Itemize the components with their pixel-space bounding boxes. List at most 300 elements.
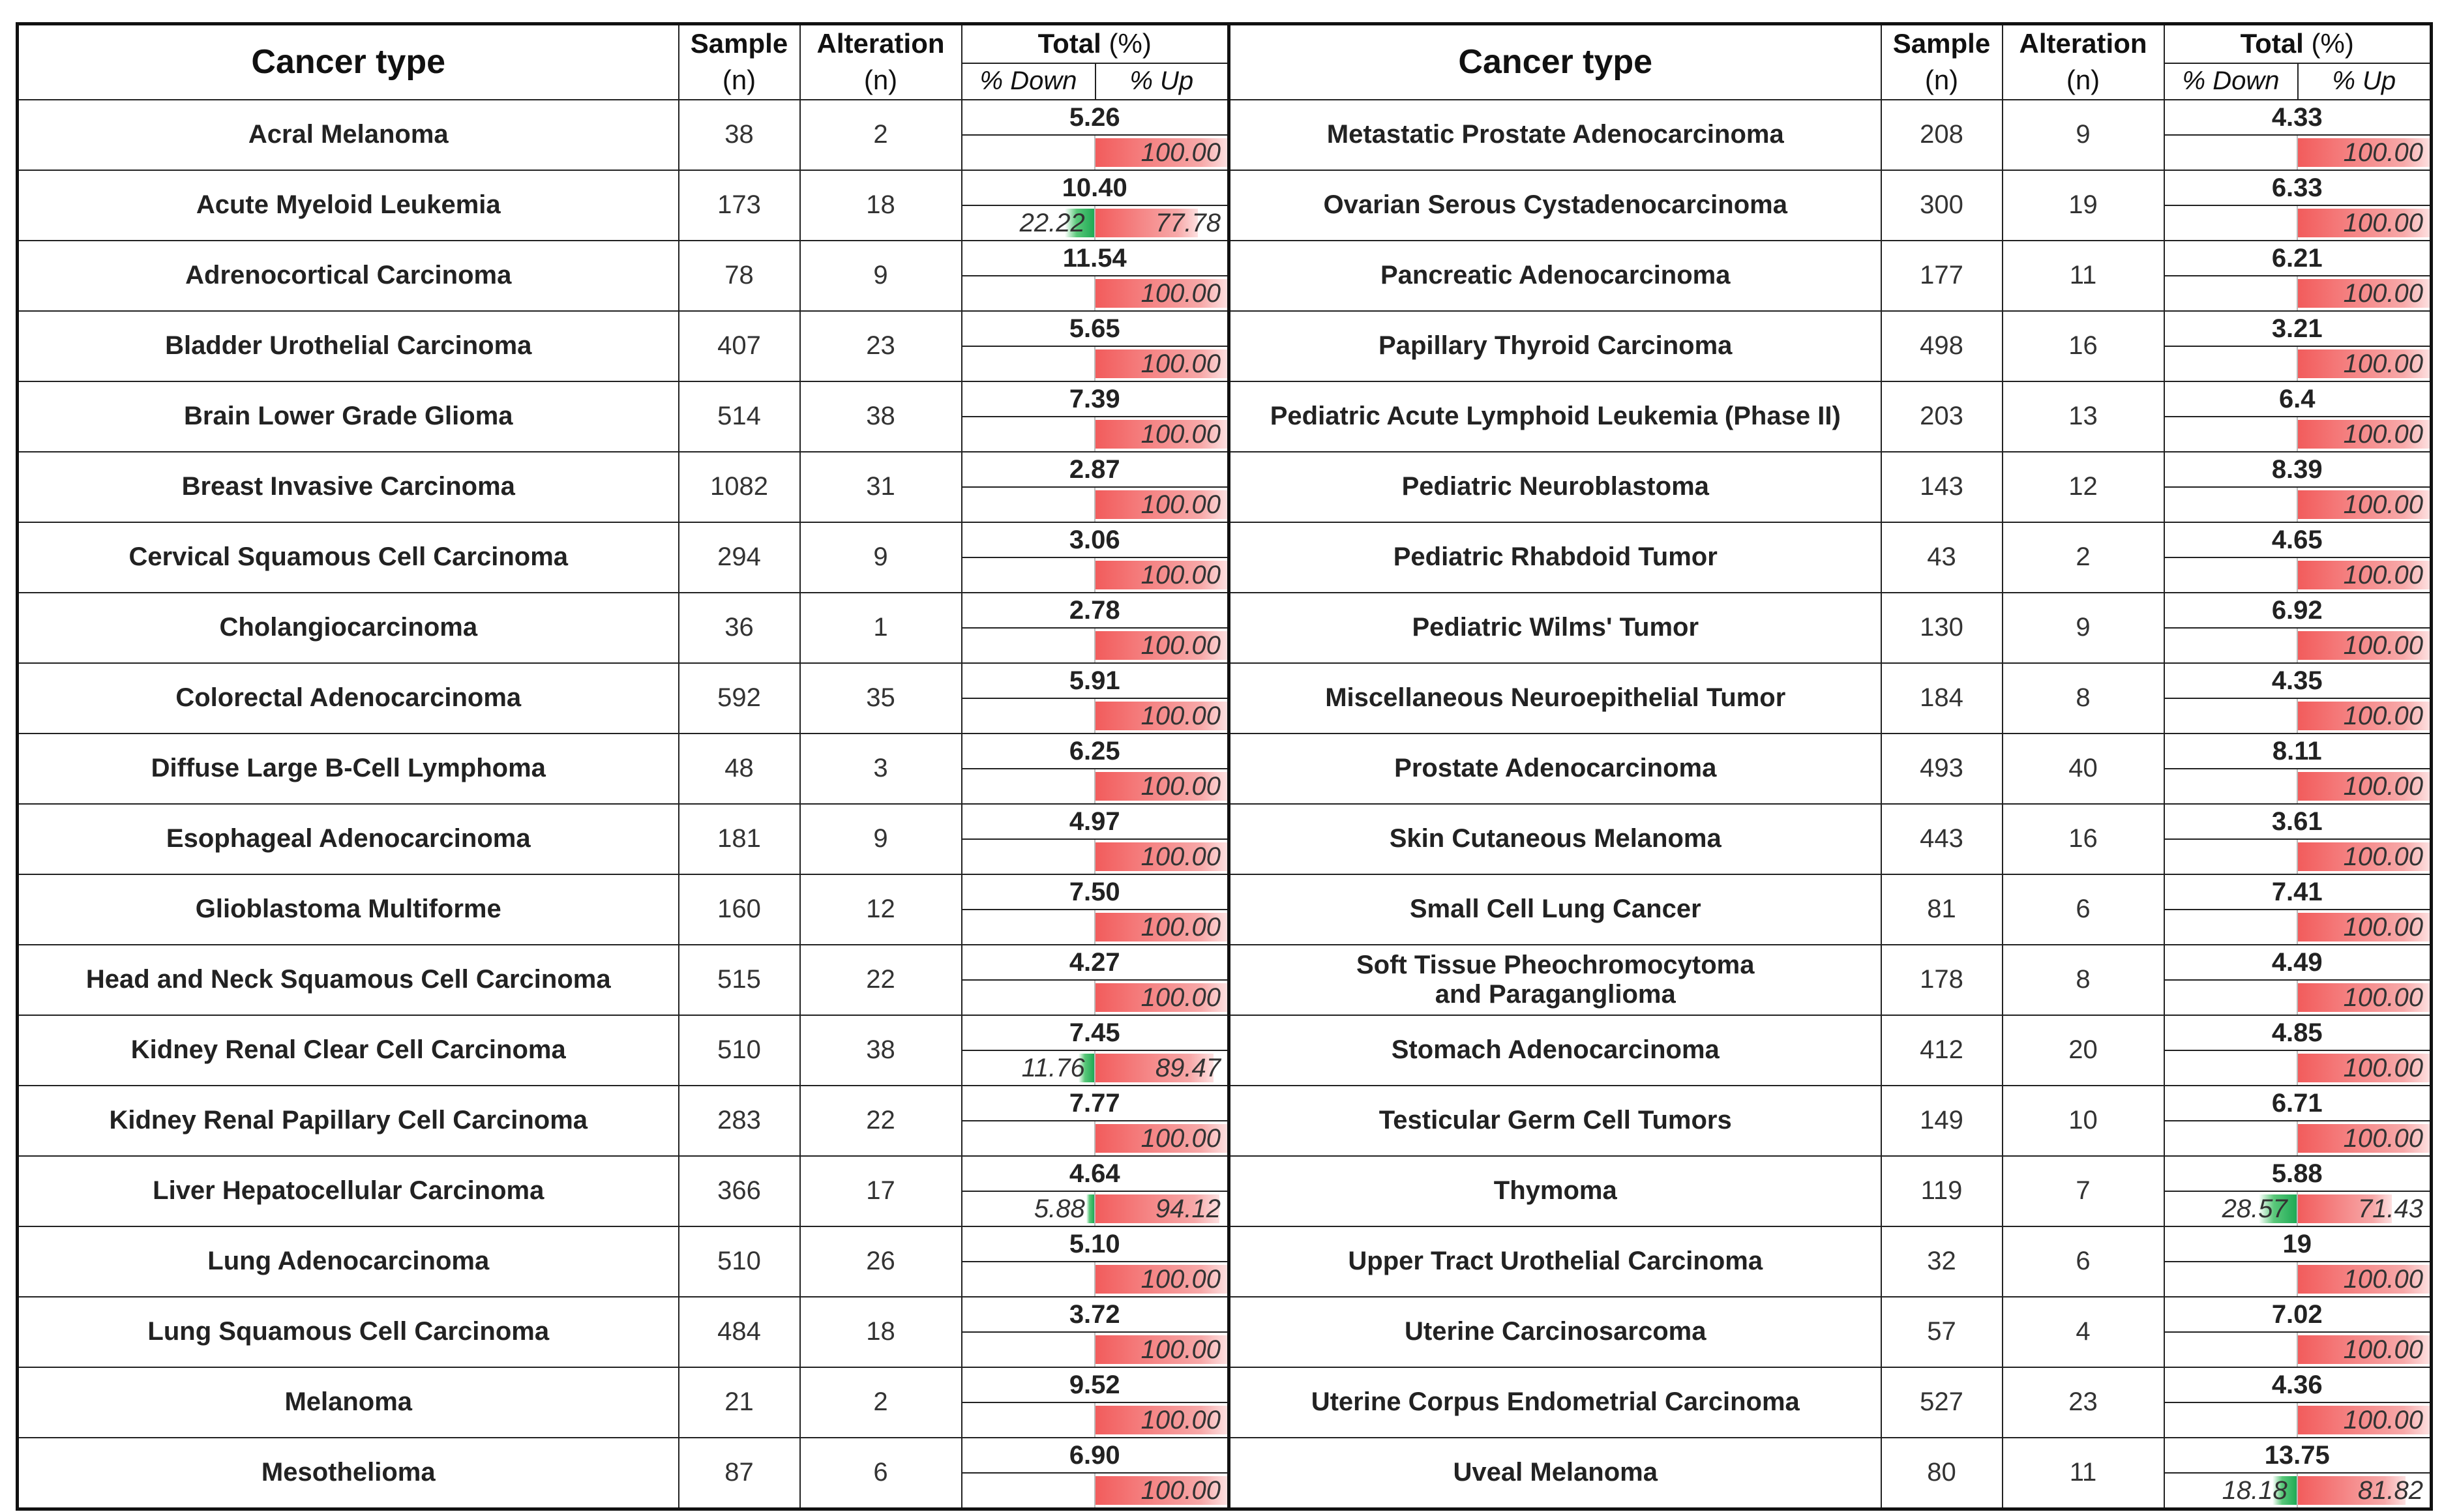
sample-cell: 515	[679, 945, 800, 1015]
total-wrap	[962, 875, 1228, 944]
direction-bars	[2165, 699, 2430, 733]
total-value: 5.10	[962, 1227, 1228, 1262]
cancer-type-cell: Testicular Germ Cell Tumors	[1229, 1086, 1881, 1156]
cancer-type-cell: Pediatric Acute Lymphoid Leukemia (Phase II)	[1229, 381, 1881, 452]
alteration-cell: 9	[2003, 100, 2164, 170]
total-wrap	[2165, 382, 2430, 451]
alteration-cell: 22	[800, 1086, 962, 1156]
header-alteration-label: Alteration	[816, 28, 945, 59]
down-half	[2165, 840, 2298, 874]
down-half	[962, 981, 1095, 1015]
header-total	[2164, 24, 2432, 63]
cancer-type-cell: Small Cell Lung Cancer	[1229, 874, 1881, 945]
total-value: 5.65	[962, 312, 1228, 347]
direction-bars	[2165, 417, 2430, 451]
total-value: 7.77	[962, 1086, 1228, 1121]
direction-bars	[2165, 136, 2430, 170]
total-wrap	[962, 664, 1228, 733]
up-half	[2298, 347, 2430, 381]
up-half	[2298, 1192, 2430, 1226]
up-value-label: 100.00	[2343, 1335, 2423, 1364]
up-value-label: 100.00	[2343, 490, 2423, 519]
down-half	[2165, 699, 2298, 733]
cancer-type-cell: Kidney Renal Papillary Cell Carcinoma	[18, 1086, 679, 1156]
direction-bars	[962, 276, 1228, 310]
cancer-type-cell: Kidney Renal Clear Cell Carcinoma	[18, 1015, 679, 1086]
total-cell	[962, 1086, 1229, 1156]
table-row	[1229, 311, 2432, 381]
sample-cell: 300	[1881, 170, 2003, 241]
table-row	[18, 522, 1229, 593]
up-half	[1095, 1262, 1227, 1296]
total-cell	[962, 804, 1229, 874]
up-half	[1095, 276, 1227, 310]
cancer-type-cell: Uterine Corpus Endometrial Carcinoma	[1229, 1367, 1881, 1438]
down-half	[962, 910, 1095, 944]
down-half	[962, 840, 1095, 874]
total-wrap	[962, 1016, 1228, 1085]
total-cell	[962, 522, 1229, 593]
down-half	[962, 347, 1095, 381]
total-cell	[2164, 381, 2432, 452]
down-value-label: 28.57	[2222, 1194, 2288, 1223]
total-value: 4.27	[962, 945, 1228, 981]
alteration-cell: 9	[800, 522, 962, 593]
total-value: 4.64	[962, 1157, 1228, 1192]
table-row	[18, 170, 1229, 241]
total-wrap	[962, 593, 1228, 662]
header-total	[962, 24, 1229, 63]
total-wrap	[2165, 1438, 2430, 1507]
table-row	[18, 1297, 1229, 1367]
up-half	[2298, 629, 2430, 662]
down-half	[962, 136, 1095, 170]
cancer-type-cell: Metastatic Prostate Adenocarcinoma	[1229, 100, 1881, 170]
cancer-type-cell: Brain Lower Grade Glioma	[18, 381, 679, 452]
total-value: 6.90	[962, 1438, 1228, 1474]
table-row	[1229, 1297, 2432, 1367]
up-half	[1095, 206, 1227, 240]
total-wrap	[962, 1368, 1228, 1437]
header-sample-unit: (n)	[1924, 65, 1959, 96]
direction-bars	[962, 1403, 1228, 1437]
sample-cell: 81	[1881, 874, 2003, 945]
direction-bars	[962, 558, 1228, 592]
down-half	[2165, 1403, 2298, 1437]
table-row	[18, 100, 1229, 170]
cancer-type-cell: Mesothelioma	[18, 1438, 679, 1509]
total-value: 3.06	[962, 523, 1228, 558]
down-half	[2165, 1121, 2298, 1155]
total-wrap	[2165, 875, 2430, 944]
total-cell	[2164, 522, 2432, 593]
up-half	[2298, 699, 2430, 733]
sample-cell: 510	[679, 1015, 800, 1086]
total-wrap	[962, 382, 1228, 451]
total-wrap	[2165, 523, 2430, 592]
sample-cell: 366	[679, 1156, 800, 1226]
total-cell	[962, 874, 1229, 945]
total-wrap	[962, 100, 1228, 170]
total-value: 4.97	[962, 805, 1228, 840]
total-cell	[962, 945, 1229, 1015]
total-cell	[962, 734, 1229, 804]
up-value-label: 77.78	[1155, 208, 1221, 237]
total-cell	[2164, 1015, 2432, 1086]
alteration-cell: 35	[800, 663, 962, 734]
direction-bars	[2165, 558, 2430, 592]
table-row	[18, 874, 1229, 945]
alteration-cell: 18	[800, 170, 962, 241]
sample-cell: 283	[679, 1086, 800, 1156]
total-value: 7.45	[962, 1016, 1228, 1051]
up-half	[2298, 1051, 2430, 1085]
up-half	[1095, 1051, 1227, 1085]
total-cell	[962, 1156, 1229, 1226]
direction-bars	[962, 1121, 1228, 1155]
cancer-type-cell: Cholangiocarcinoma	[18, 593, 679, 663]
total-cell	[2164, 1086, 2432, 1156]
cancer-type-cell: Miscellaneous Neuroepithelial Tumor	[1229, 663, 1881, 734]
down-half	[2165, 276, 2298, 310]
down-value-label: 5.88	[1034, 1194, 1085, 1223]
down-half	[2165, 558, 2298, 592]
header-total-label: Total	[2240, 28, 2304, 59]
sample-cell: 143	[1881, 452, 2003, 522]
up-value-label: 100.00	[2343, 1405, 2423, 1434]
down-value-label: 18.18	[2222, 1475, 2288, 1505]
total-cell	[2164, 100, 2432, 170]
total-wrap	[2165, 664, 2430, 733]
total-cell	[2164, 593, 2432, 663]
total-value: 3.72	[962, 1297, 1228, 1333]
total-wrap	[962, 1297, 1228, 1367]
direction-bars	[962, 488, 1228, 522]
total-cell	[2164, 1226, 2432, 1297]
down-half	[2165, 1474, 2298, 1507]
up-half	[1095, 629, 1227, 662]
down-half	[2165, 1262, 2298, 1296]
table-row	[18, 311, 1229, 381]
up-half	[1095, 840, 1227, 874]
sample-cell: 78	[679, 241, 800, 311]
total-cell	[962, 381, 1229, 452]
up-value-label: 100.00	[2343, 1053, 2423, 1082]
header-sample	[679, 24, 800, 100]
down-half	[962, 1051, 1095, 1085]
alteration-cell: 16	[2003, 311, 2164, 381]
total-wrap	[2165, 1157, 2430, 1226]
down-half	[2165, 136, 2298, 170]
total-wrap	[2165, 1086, 2430, 1155]
up-half	[2298, 1262, 2430, 1296]
sample-cell: 412	[1881, 1015, 2003, 1086]
sample-cell: 57	[1881, 1297, 2003, 1367]
up-value-label: 100.00	[2343, 419, 2423, 449]
sample-cell: 592	[679, 663, 800, 734]
alteration-cell: 2	[800, 1367, 962, 1438]
total-value: 6.25	[962, 734, 1228, 769]
header-alteration-label: Alteration	[2019, 28, 2147, 59]
table-row	[1229, 170, 2432, 241]
up-value-label: 100.00	[1140, 983, 1221, 1012]
up-half	[2298, 1403, 2430, 1437]
up-half	[2298, 206, 2430, 240]
total-wrap	[962, 171, 1228, 240]
total-value: 8.39	[2165, 452, 2430, 488]
alteration-cell: 9	[800, 241, 962, 311]
sample-cell: 48	[679, 734, 800, 804]
total-value: 4.49	[2165, 945, 2430, 981]
table-row	[1229, 1367, 2432, 1438]
direction-bars	[2165, 1474, 2430, 1507]
sample-cell: 38	[679, 100, 800, 170]
header-alteration	[2003, 24, 2164, 100]
total-cell	[962, 452, 1229, 522]
cancer-type-cell: Upper Tract Urothelial Carcinoma	[1229, 1226, 1881, 1297]
total-value: 7.02	[2165, 1297, 2430, 1333]
table-row	[18, 381, 1229, 452]
up-value-label: 100.00	[2343, 630, 2423, 660]
cancer-type-cell: Melanoma	[18, 1367, 679, 1438]
header-up: % Up	[2298, 63, 2432, 100]
direction-bars	[962, 910, 1228, 944]
sample-cell: 510	[679, 1226, 800, 1297]
down-value-label: 22.22	[1019, 208, 1085, 237]
total-value: 5.91	[962, 664, 1228, 699]
down-half	[962, 558, 1095, 592]
total-value: 7.50	[962, 875, 1228, 910]
total-wrap	[962, 241, 1228, 310]
direction-bars	[962, 417, 1228, 451]
table-row	[18, 241, 1229, 311]
total-wrap	[2165, 171, 2430, 240]
cancer-type-cell: Acral Melanoma	[18, 100, 679, 170]
down-half	[962, 417, 1095, 451]
up-half	[1095, 1192, 1227, 1226]
total-value: 8.11	[2165, 734, 2430, 769]
total-wrap	[962, 523, 1228, 592]
up-value-label: 100.00	[1140, 349, 1221, 378]
sample-cell: 119	[1881, 1156, 2003, 1226]
up-value-label: 100.00	[1140, 771, 1221, 801]
cancer-type-cell: Soft Tissue Pheochromocytoma and Paraganglioma	[1229, 945, 1881, 1015]
down-half	[2165, 1192, 2298, 1226]
total-value: 19	[2165, 1227, 2430, 1262]
alteration-cell: 2	[800, 100, 962, 170]
alteration-cell: 23	[2003, 1367, 2164, 1438]
total-wrap	[962, 1227, 1228, 1296]
sample-cell: 203	[1881, 381, 2003, 452]
total-wrap	[2165, 734, 2430, 803]
table-row	[1229, 804, 2432, 874]
direction-bars	[2165, 1333, 2430, 1367]
up-value-label: 100.00	[1140, 701, 1221, 730]
alteration-cell: 26	[800, 1226, 962, 1297]
table-row	[18, 1226, 1229, 1297]
total-value: 13.75	[2165, 1438, 2430, 1474]
cancer-type-cell: Stomach Adenocarcinoma	[1229, 1015, 1881, 1086]
sample-cell: 1082	[679, 452, 800, 522]
alteration-cell: 13	[2003, 381, 2164, 452]
up-value-label: 94.12	[1155, 1194, 1221, 1223]
total-wrap	[2165, 805, 2430, 874]
total-value: 3.21	[2165, 312, 2430, 347]
total-value: 4.85	[2165, 1016, 2430, 1051]
down-half	[962, 276, 1095, 310]
sample-cell: 527	[1881, 1367, 2003, 1438]
cancer-type-cell: Prostate Adenocarcinoma	[1229, 734, 1881, 804]
table-row	[1229, 1438, 2432, 1509]
cancer-type-cell: Glioblastoma Multiforme	[18, 874, 679, 945]
table-row	[18, 734, 1229, 804]
alteration-cell: 6	[2003, 1226, 2164, 1297]
sample-cell: 43	[1881, 522, 2003, 593]
direction-bars	[2165, 840, 2430, 874]
header-alteration-unit: (n)	[2066, 65, 2100, 96]
total-cell	[962, 1367, 1229, 1438]
down-half	[2165, 206, 2298, 240]
down-half	[962, 1121, 1095, 1155]
up-value-label: 71.43	[2357, 1194, 2423, 1223]
up-half	[1095, 769, 1227, 803]
down-half	[962, 1403, 1095, 1437]
sample-cell: 443	[1881, 804, 2003, 874]
header-cancer-type: Cancer type	[1229, 24, 1881, 100]
up-value-label: 100.00	[1140, 138, 1221, 167]
sample-cell: 130	[1881, 593, 2003, 663]
table-row	[18, 663, 1229, 734]
header-sample	[1881, 24, 2003, 100]
up-half	[1095, 910, 1227, 944]
total-wrap	[962, 1438, 1228, 1507]
cancer-type-cell: Pediatric Wilms' Tumor	[1229, 593, 1881, 663]
header-up: % Up	[1095, 63, 1229, 100]
total-wrap	[962, 945, 1228, 1015]
direction-bars	[962, 1051, 1228, 1085]
up-value-label: 100.00	[1140, 278, 1221, 308]
cancer-type-cell: Esophageal Adenocarcinoma	[18, 804, 679, 874]
total-cell	[2164, 874, 2432, 945]
sample-cell: 80	[1881, 1438, 2003, 1509]
header-sample-label: Sample	[1892, 28, 1991, 59]
table-row	[1229, 241, 2432, 311]
down-half	[2165, 1051, 2298, 1085]
total-cell	[2164, 170, 2432, 241]
total-cell	[2164, 1438, 2432, 1509]
header-total-unit: (%)	[1109, 28, 1152, 59]
table-row	[1229, 1156, 2432, 1226]
sample-cell: 407	[679, 311, 800, 381]
up-half	[2298, 910, 2430, 944]
down-half	[2165, 769, 2298, 803]
total-cell	[2164, 663, 2432, 734]
table-row	[1229, 381, 2432, 452]
total-cell	[962, 1438, 1229, 1509]
total-value: 11.54	[962, 241, 1228, 276]
total-wrap	[2165, 1368, 2430, 1437]
table-row	[18, 1438, 1229, 1509]
sample-cell: 32	[1881, 1226, 2003, 1297]
alteration-cell: 6	[800, 1438, 962, 1509]
total-wrap	[2165, 312, 2430, 381]
cancer-type-cell: Uterine Carcinosarcoma	[1229, 1297, 1881, 1367]
total-value: 9.52	[962, 1368, 1228, 1403]
alteration-cell: 12	[2003, 452, 2164, 522]
up-value-label: 100.00	[1140, 630, 1221, 660]
direction-bars	[962, 1474, 1228, 1507]
total-value: 6.21	[2165, 241, 2430, 276]
cancer-table-left	[16, 22, 1230, 1511]
up-value-label: 100.00	[2343, 912, 2423, 941]
table-row	[18, 1156, 1229, 1226]
alteration-cell: 2	[2003, 522, 2164, 593]
total-wrap	[2165, 241, 2430, 310]
up-half	[1095, 136, 1227, 170]
down-value-label: 11.76	[1021, 1053, 1085, 1082]
cancer-type-cell: Diffuse Large B-Cell Lymphoma	[18, 734, 679, 804]
up-value-label: 100.00	[1140, 490, 1221, 519]
down-bar	[1086, 1194, 1094, 1223]
cancer-type-cell: Pediatric Rhabdoid Tumor	[1229, 522, 1881, 593]
alteration-cell: 23	[800, 311, 962, 381]
direction-bars	[962, 629, 1228, 662]
up-value-label: 100.00	[1140, 1123, 1221, 1153]
total-wrap	[962, 1086, 1228, 1155]
total-wrap	[2165, 593, 2430, 662]
alteration-cell: 10	[2003, 1086, 2164, 1156]
direction-bars	[962, 206, 1228, 240]
table-row	[18, 452, 1229, 522]
cancer-type-cell: Uveal Melanoma	[1229, 1438, 1881, 1509]
direction-bars	[2165, 1051, 2430, 1085]
total-value: 5.26	[962, 100, 1228, 136]
table-row	[1229, 945, 2432, 1015]
cancer-type-cell: Cervical Squamous Cell Carcinoma	[18, 522, 679, 593]
direction-bars	[962, 347, 1228, 381]
up-value-label: 100.00	[2343, 701, 2423, 730]
direction-bars	[962, 1192, 1228, 1226]
table-row	[1229, 663, 2432, 734]
table-row	[18, 1015, 1229, 1086]
up-value-label: 100.00	[2343, 349, 2423, 378]
direction-bars	[962, 1262, 1228, 1296]
sample-cell: 294	[679, 522, 800, 593]
table-row	[18, 1367, 1229, 1438]
alteration-cell: 31	[800, 452, 962, 522]
total-cell	[2164, 1156, 2432, 1226]
total-wrap	[962, 1157, 1228, 1226]
sample-cell: 21	[679, 1367, 800, 1438]
table-row	[18, 804, 1229, 874]
total-cell	[962, 1297, 1229, 1367]
total-value: 4.33	[2165, 100, 2430, 136]
direction-bars	[2165, 629, 2430, 662]
down-half	[2165, 910, 2298, 944]
direction-bars	[962, 840, 1228, 874]
alteration-cell: 11	[2003, 241, 2164, 311]
down-half	[2165, 488, 2298, 522]
total-value: 2.78	[962, 593, 1228, 629]
total-wrap	[2165, 100, 2430, 170]
alteration-cell: 12	[800, 874, 962, 945]
cancer-type-cell: Breast Invasive Carcinoma	[18, 452, 679, 522]
direction-bars	[2165, 1121, 2430, 1155]
up-half	[2298, 1333, 2430, 1367]
up-half	[2298, 417, 2430, 451]
up-value-label: 100.00	[1140, 1335, 1221, 1364]
table-row	[1229, 1086, 2432, 1156]
